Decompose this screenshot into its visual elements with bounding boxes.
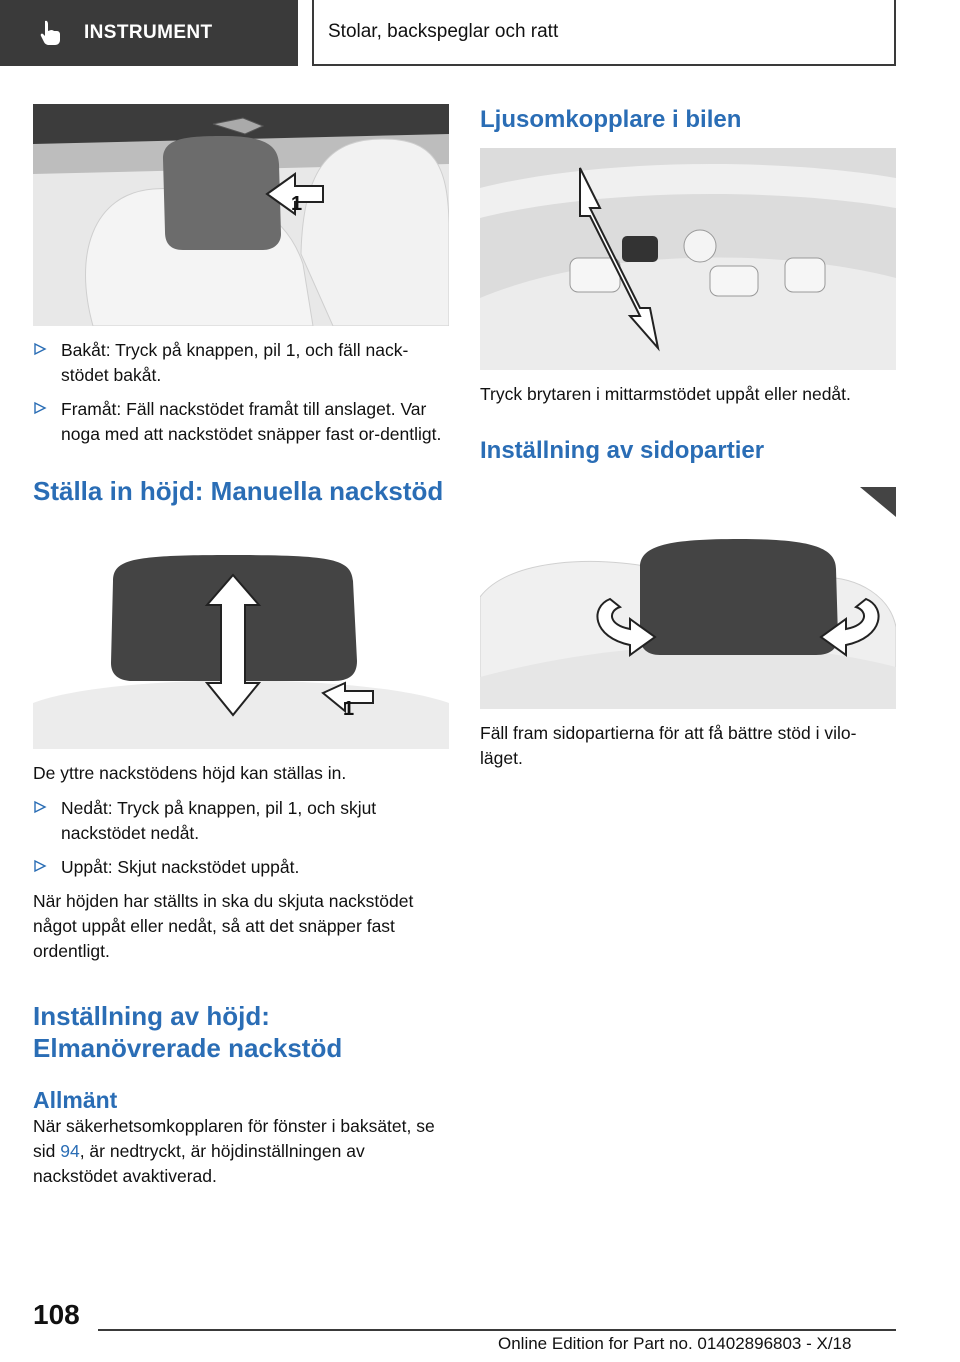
heading-side-panels: Inställning av sidopartier <box>480 437 765 464</box>
list-item: Bakåt: Tryck på knappen, pil 1, och fäll nack‐stödet bakåt. <box>33 338 449 388</box>
after-paragraph: När höjden har ställts in ska du skjuta nackstödet något uppåt eller nedåt, så att det snäpper fast ordentligt. <box>33 891 414 961</box>
bullet-list-tilt <box>33 338 449 447</box>
page-reference-link[interactable]: 94 <box>60 1141 80 1161</box>
armrest-switch-image <box>480 148 896 370</box>
side-panels-headrest-image <box>480 487 896 709</box>
footer-divider <box>98 1329 896 1331</box>
intro-paragraph: De yttre nackstödens höjd kan ställas in. <box>33 763 347 783</box>
subheading-general: Allmänt <box>33 1087 118 1113</box>
rear-headrest-tilt-image <box>33 104 449 326</box>
heading-electric-height-1: Inställning av höjd: <box>33 1001 270 1031</box>
pointing-hand-icon <box>36 18 66 48</box>
list-item: Nedåt: Tryck på knappen, pil 1, och skjut nackstödet nedåt. <box>33 796 449 846</box>
header-chapter-title: Stolar, backspeglar och ratt <box>328 21 559 42</box>
triangle-bullet-icon <box>33 401 47 415</box>
header-chapter <box>312 0 896 66</box>
header-section-title: INSTRUMENT <box>84 22 213 43</box>
footer-edition: Online Edition for Part no. 01402896803 - X/18 <box>498 1334 852 1353</box>
manual-headrest-height-image <box>33 553 449 749</box>
heading-electric-height-2: Elmanövrerade nackstöd <box>33 1033 343 1063</box>
header-section-tab <box>0 0 298 66</box>
triangle-bullet-icon <box>33 342 47 356</box>
switch-paragraph: Tryck brytaren i mittarmstödet uppåt eller nedåt. <box>480 384 851 404</box>
heading-manual-height: Ställa in höjd: Manuella nackstöd <box>33 476 444 506</box>
right-column <box>480 104 896 771</box>
fig2-callout-label: 1 <box>343 698 355 720</box>
list-item: Framåt: Fäll nackstödet framåt till anslaget. Var noga med att nackstödet snäpper fast or‐dentligt. <box>33 397 449 447</box>
heading-switch: Ljusomkopplare i bilen <box>480 106 742 133</box>
general-paragraph: När säkerhetsomkopplaren för fönster i baksätet, se sid 94, är nedtryckt, är höjdinställningen av nackstödet avaktiverad. <box>33 1116 435 1186</box>
left-column <box>33 104 449 1189</box>
list-item: Uppåt: Skjut nackstödet uppåt. <box>33 855 449 880</box>
triangle-bullet-icon <box>33 859 47 873</box>
fig1-callout-label: 1 <box>291 193 303 215</box>
side-panels-paragraph: Fäll fram sidopartierna för att få bättre stöd i vilo‐läget. <box>480 723 857 768</box>
bullet-list-height <box>33 796 449 880</box>
triangle-bullet-icon <box>33 800 47 814</box>
page-number: 108 <box>33 1299 80 1330</box>
